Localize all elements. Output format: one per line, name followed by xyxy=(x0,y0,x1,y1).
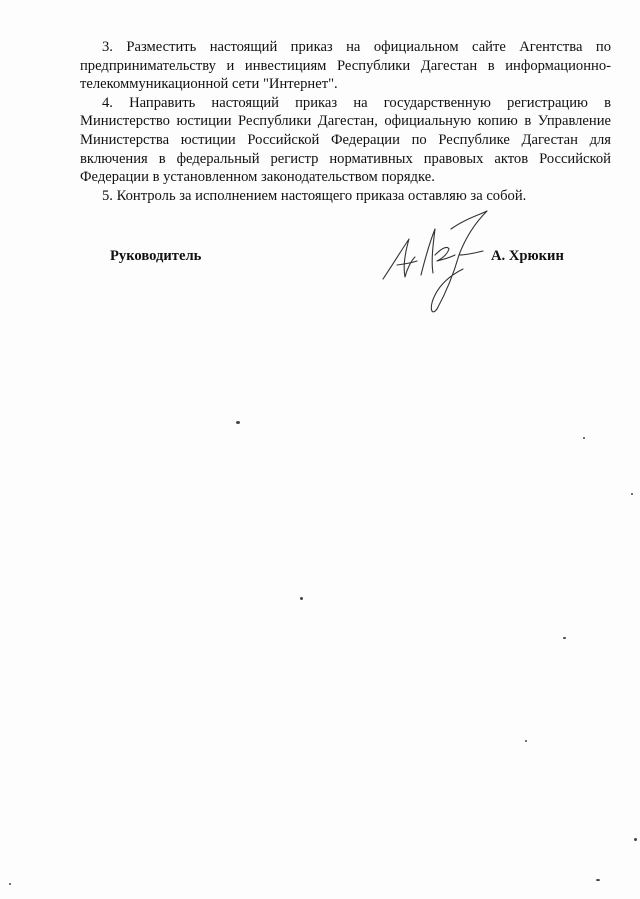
scan-speck xyxy=(300,597,303,600)
handwritten-signature xyxy=(375,209,495,319)
scan-speck xyxy=(596,879,600,881)
signatory-title: Руководитель xyxy=(110,248,202,264)
signatory-name: А. Хрюкин xyxy=(491,248,564,264)
scan-speck xyxy=(634,838,637,841)
scan-speck xyxy=(631,493,633,495)
paragraph-3: 3. Разместить настоящий приказ на официальном сайте Агентства по предпринимательству и инвестициям Республики Дагестан в информационно-телекоммуникационной сети "Интернет". xyxy=(80,39,611,93)
order-body xyxy=(80,38,611,205)
scan-speck xyxy=(563,637,566,639)
paragraph-4: 4. Направить настоящий приказ на государственную регистрацию в Министерство юстиции Республики Дагестан, официальную копию в Управление Министерства юстиции Российской Федерации по Республике Дагестан для включения в федеральный регистр нормативных правовых актов Российской Федерации в установленном законодательством порядке. xyxy=(80,94,611,186)
scan-speck xyxy=(583,437,585,439)
scan-speck xyxy=(525,740,527,742)
signature-block xyxy=(110,244,570,314)
scan-speck xyxy=(9,883,11,885)
scan-speck xyxy=(236,421,240,424)
paragraph-5: 5. Контроль за исполнением настоящего приказа оставляю за собой. xyxy=(102,187,527,204)
